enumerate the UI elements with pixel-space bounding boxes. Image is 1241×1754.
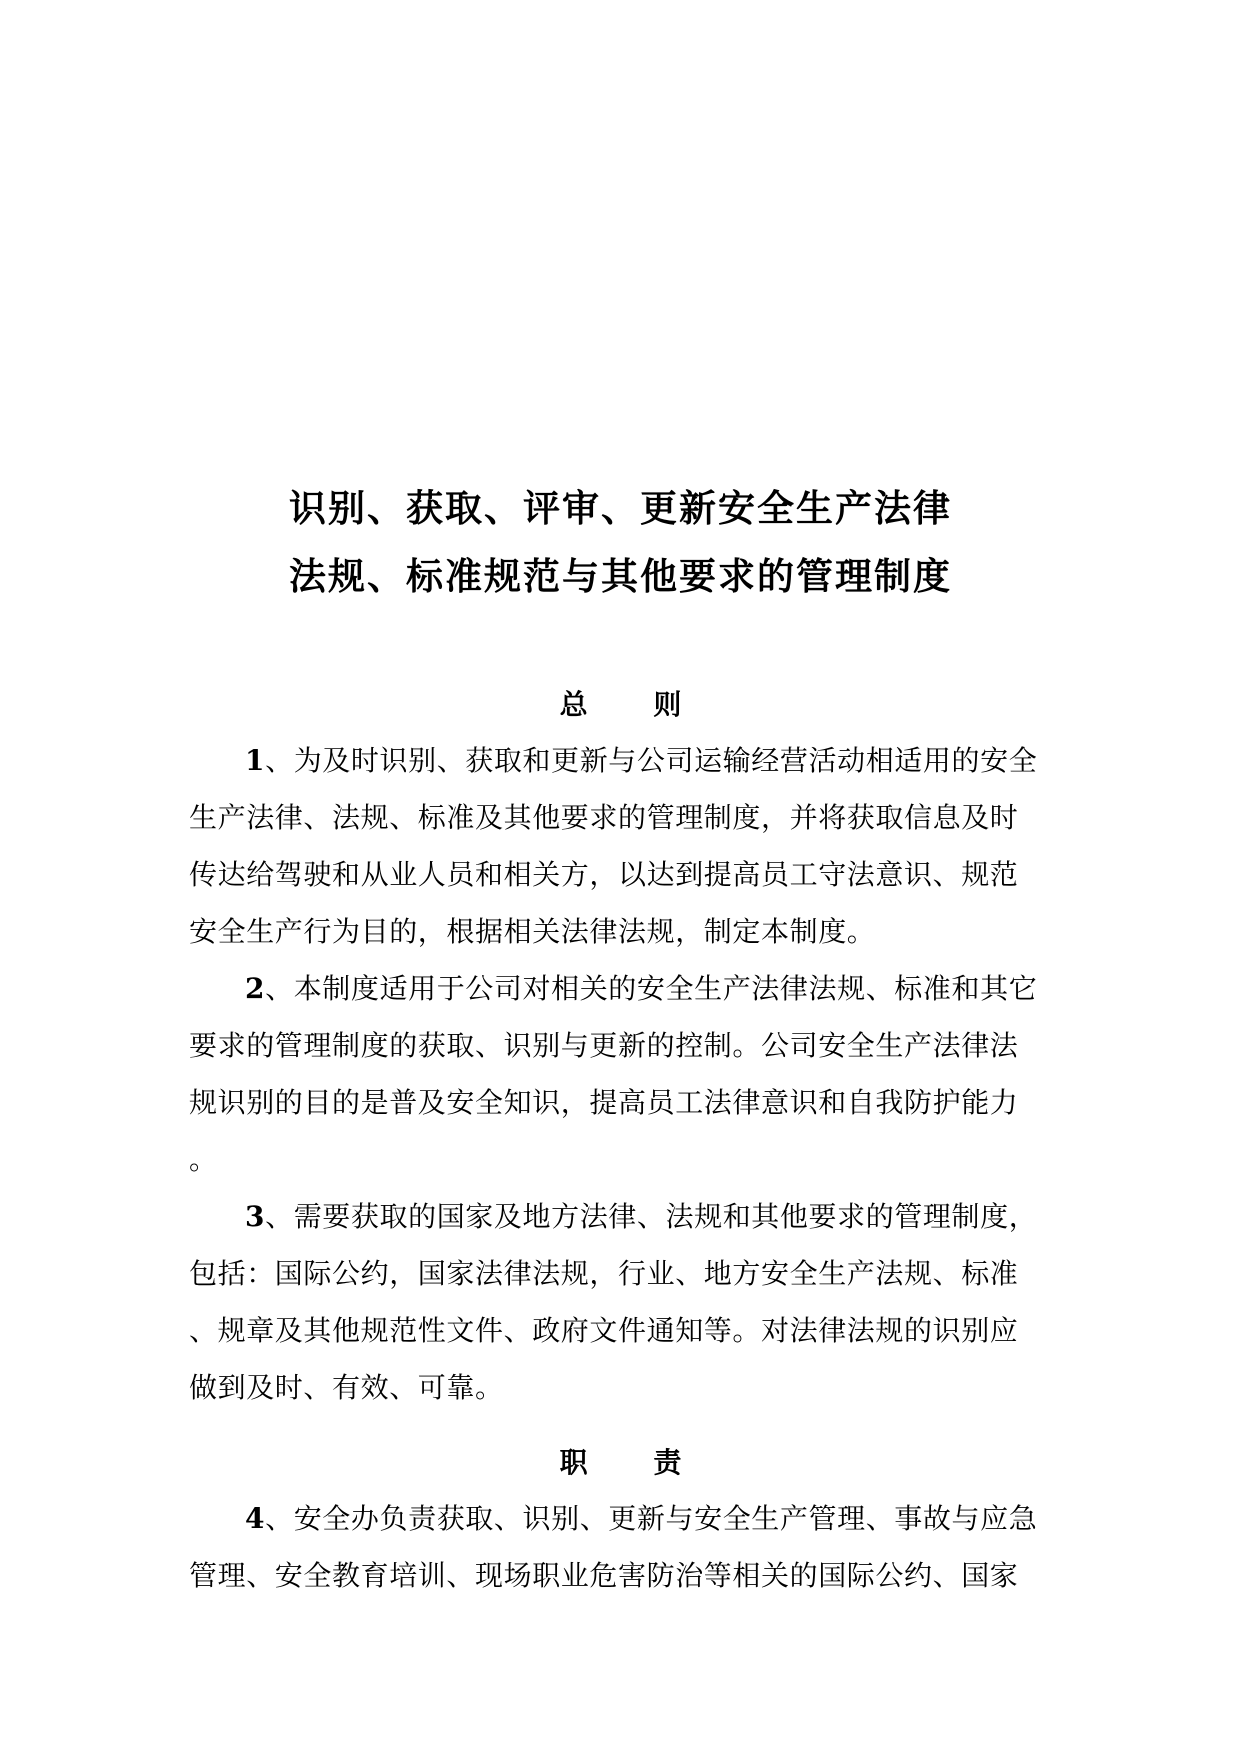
paragraph-3-line-4: 做到及时、有效、可靠。 — [189, 1371, 504, 1404]
paragraph-2-line-2: 要求的管理制度的获取、识别与更新的控制。公司安全生产法律法 — [189, 1029, 1019, 1062]
section-heading-responsibilities: 职 责 — [559, 1446, 710, 1479]
paragraph-number: 1 — [245, 744, 266, 777]
paragraph-number: 4 — [245, 1502, 266, 1535]
paragraph-1-line-3: 传达给驾驶和从业人员和相关方，以达到提高员工守法意识、规范 — [189, 858, 1019, 891]
paragraph-1-line-2: 生产法律、法规、标准及其他要求的管理制度，并将获取信息及时 — [189, 801, 1019, 834]
paragraph-3-line-3: 、规章及其他规范性文件、政府文件通知等。对法律法规的识别应 — [189, 1314, 1019, 1347]
paragraph-4-line-1 — [245, 1502, 1115, 1536]
paragraph-2-line-1 — [245, 972, 1115, 1006]
document-title-line-1: 识别、获取、评审、更新安全生产法律 — [289, 486, 952, 530]
paragraph-3-line-1 — [245, 1200, 1115, 1234]
paragraph-number: 2 — [245, 972, 266, 1005]
document-title-line-2: 法规、标准规范与其他要求的管理制度 — [289, 554, 952, 598]
paragraph-2-line-4: 。 — [189, 1143, 218, 1176]
paragraph-4-line-2: 管理、安全教育培训、现场职业危害防治等相关的国际公约、国家 — [189, 1559, 1019, 1592]
paragraph-text: 、安全办负责获取、识别、更新与安全生产管理、事故与应急 — [265, 1502, 1038, 1535]
paragraph-text: 、本制度适用于公司对相关的安全生产法律法规、标准和其它 — [265, 972, 1038, 1005]
paragraph-2-line-3: 规识别的目的是普及安全知识，提高员工法律意识和自我防护能力 — [189, 1086, 1019, 1119]
paragraph-text: 、为及时识别、获取和更新与公司运输经营活动相适用的安全 — [265, 744, 1038, 777]
section-heading-general: 总 则 — [559, 688, 710, 721]
paragraph-1-line-1 — [245, 744, 1115, 778]
paragraph-1-line-4: 安全生产行为目的，根据相关法律法规，制定本制度。 — [189, 915, 876, 948]
paragraph-text: 、需要获取的国家及地方法律、法规和其他要求的管理制度， — [265, 1200, 1038, 1233]
paragraph-number: 3 — [245, 1200, 266, 1233]
paragraph-3-line-2: 包括：国际公约，国家法律法规，行业、地方安全生产法规、标准 — [189, 1257, 1019, 1290]
